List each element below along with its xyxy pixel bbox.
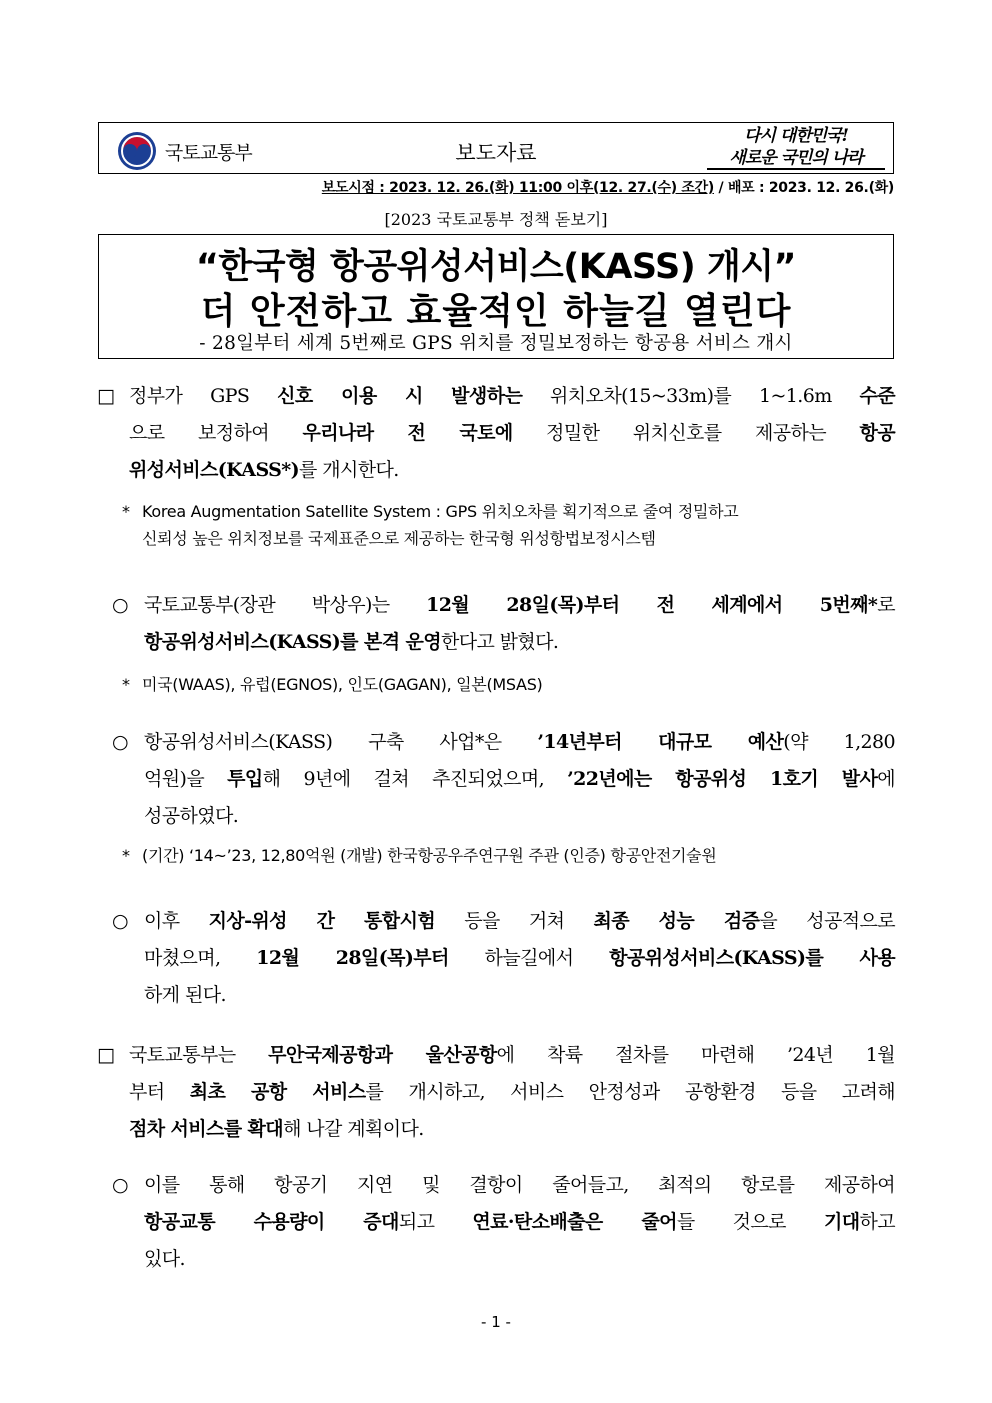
footnote-line: Korea Augmentation Satellite System : GPS 위치오차를 획기적으로 줄여 정밀하고 [142, 502, 739, 521]
paragraph-line: 위성서비스(KASS*)를 개시한다. [129, 459, 399, 481]
subheadline: - 28일부터 세계 5번째로 GPS 위치를 정밀보정하는 항공용 서비스 개시 [199, 333, 793, 354]
paragraph-line: 항공교통 수용량이 증대되고 연료·탄소배출은 줄어들 것으로 기대하고 [144, 1211, 895, 1233]
circle-bullet: ○ [112, 910, 128, 932]
paragraph-line: 이를 통해 항공기 지연 및 결항이 줄어들고, 최적의 항로를 제공하여 [144, 1174, 895, 1196]
paragraph-line: 으로 보정하여 우리나라 전 국토에 정밀한 위치신호를 제공하는 항공 [129, 422, 896, 444]
paragraph-line: 억원)을 투입해 9년에 걸쳐 추진되었으며, ’22년에는 항공위성 1호기 발사에 [144, 768, 895, 790]
ministry-name: 국토교통부 [165, 141, 252, 164]
footnote-2 [122, 671, 543, 698]
paragraph-1 [97, 378, 896, 489]
paragraph-line: 하게 된다. [144, 984, 226, 1006]
circle-bullet: ○ [112, 1174, 128, 1196]
page-number: - 1 - [481, 1313, 511, 1331]
paragraph-line: 항공위성서비스(KASS) 구축 사업*은 ’14년부터 대규모 예산(약 1,280 [144, 731, 896, 753]
headline-2: 더 안전하고 효율적인 하늘길 열린다 [200, 291, 792, 332]
paragraph-line: 정부가 GPS 신호 이용 시 발생하는 위치오차(15~33m)를 1~1.6m 수준 [129, 385, 895, 407]
circle-bullet: ○ [112, 731, 128, 753]
paragraph-line: 성공하였다. [144, 805, 239, 827]
paragraph-line: 항공위성서비스(KASS)를 본격 운영한다고 밝혔다. [144, 631, 559, 653]
distribution-date: 배포 : 2023. 12. 26.(화) [727, 180, 894, 196]
press-header [98, 122, 894, 174]
footnote-1 [122, 498, 739, 552]
paragraph-3 [112, 724, 896, 835]
paragraph-line: 마쳤으며, 12월 28일(목)부터 하늘길에서 항공위성서비스(KASS)를 사용 [144, 947, 896, 969]
footnote-line: (기간) ‘14~’23, 12,80억원 (개발) 한국항공우주연구원 주관 (인증) 항공안전기술원 [142, 846, 717, 865]
release-info [322, 177, 894, 197]
circle-bullet: ○ [112, 594, 128, 616]
section-label: [2023 국토교통부 정책 돋보기] [384, 210, 608, 229]
footnote-line: 미국(WAAS), 유럽(EGNOS), 인도(GAGAN), 일본(MSAS) [142, 675, 543, 694]
paragraph-line: 국토교통부(장관 박상우)는 12월 28일(목)부터 전 세계에서 5번째*로 [144, 594, 895, 616]
square-bullet: □ [97, 385, 115, 407]
footnote-star: * [122, 502, 130, 521]
embargo-time: 보도시점 : 2023. 12. 26.(화) 11:00 이후(12. 27.(수) 조간) [321, 180, 714, 196]
paragraph-4 [112, 903, 896, 1014]
footnote-star: * [122, 846, 130, 865]
footnote-line: 신뢰성 높은 위치정보를 국제표준으로 제공하는 한국형 위성항법보정시스템 [142, 529, 656, 548]
press-release-label: 보도자료 [455, 141, 537, 165]
footnote-star: * [122, 675, 130, 694]
slogan-logo [707, 125, 885, 171]
headline-1: “한국형 항공위성서비스(KASS) 개시” [195, 247, 797, 287]
paragraph-line: 이후 지상-위성 간 통합시험 등을 거쳐 최종 성능 검증을 성공적으로 [144, 910, 895, 932]
paragraph-5 [97, 1037, 896, 1148]
paragraph-2 [112, 587, 895, 661]
release-separator: / [713, 180, 728, 196]
paragraph-line: 부터 최초 공항 서비스를 개시하고, 서비스 안정성과 공항환경 등을 고려해 [129, 1081, 896, 1103]
paragraph-line: 국토교통부는 무안국제공항과 울산공항에 착륙 절차를 마련해 ’24년 1월 [129, 1044, 895, 1066]
footnote-3 [122, 842, 717, 869]
paragraph-line: 있다. [144, 1248, 185, 1270]
paragraph-6 [112, 1167, 895, 1278]
slogan-line-1: 다시 대한민국! [744, 126, 848, 146]
slogan-line-2: 새로운 국민의 나라 [729, 148, 863, 168]
square-bullet: □ [97, 1044, 115, 1066]
paragraph-line: 점차 서비스를 확대해 나갈 계획이다. [129, 1118, 424, 1140]
title-box [98, 234, 894, 359]
slogan-underline [707, 168, 885, 170]
